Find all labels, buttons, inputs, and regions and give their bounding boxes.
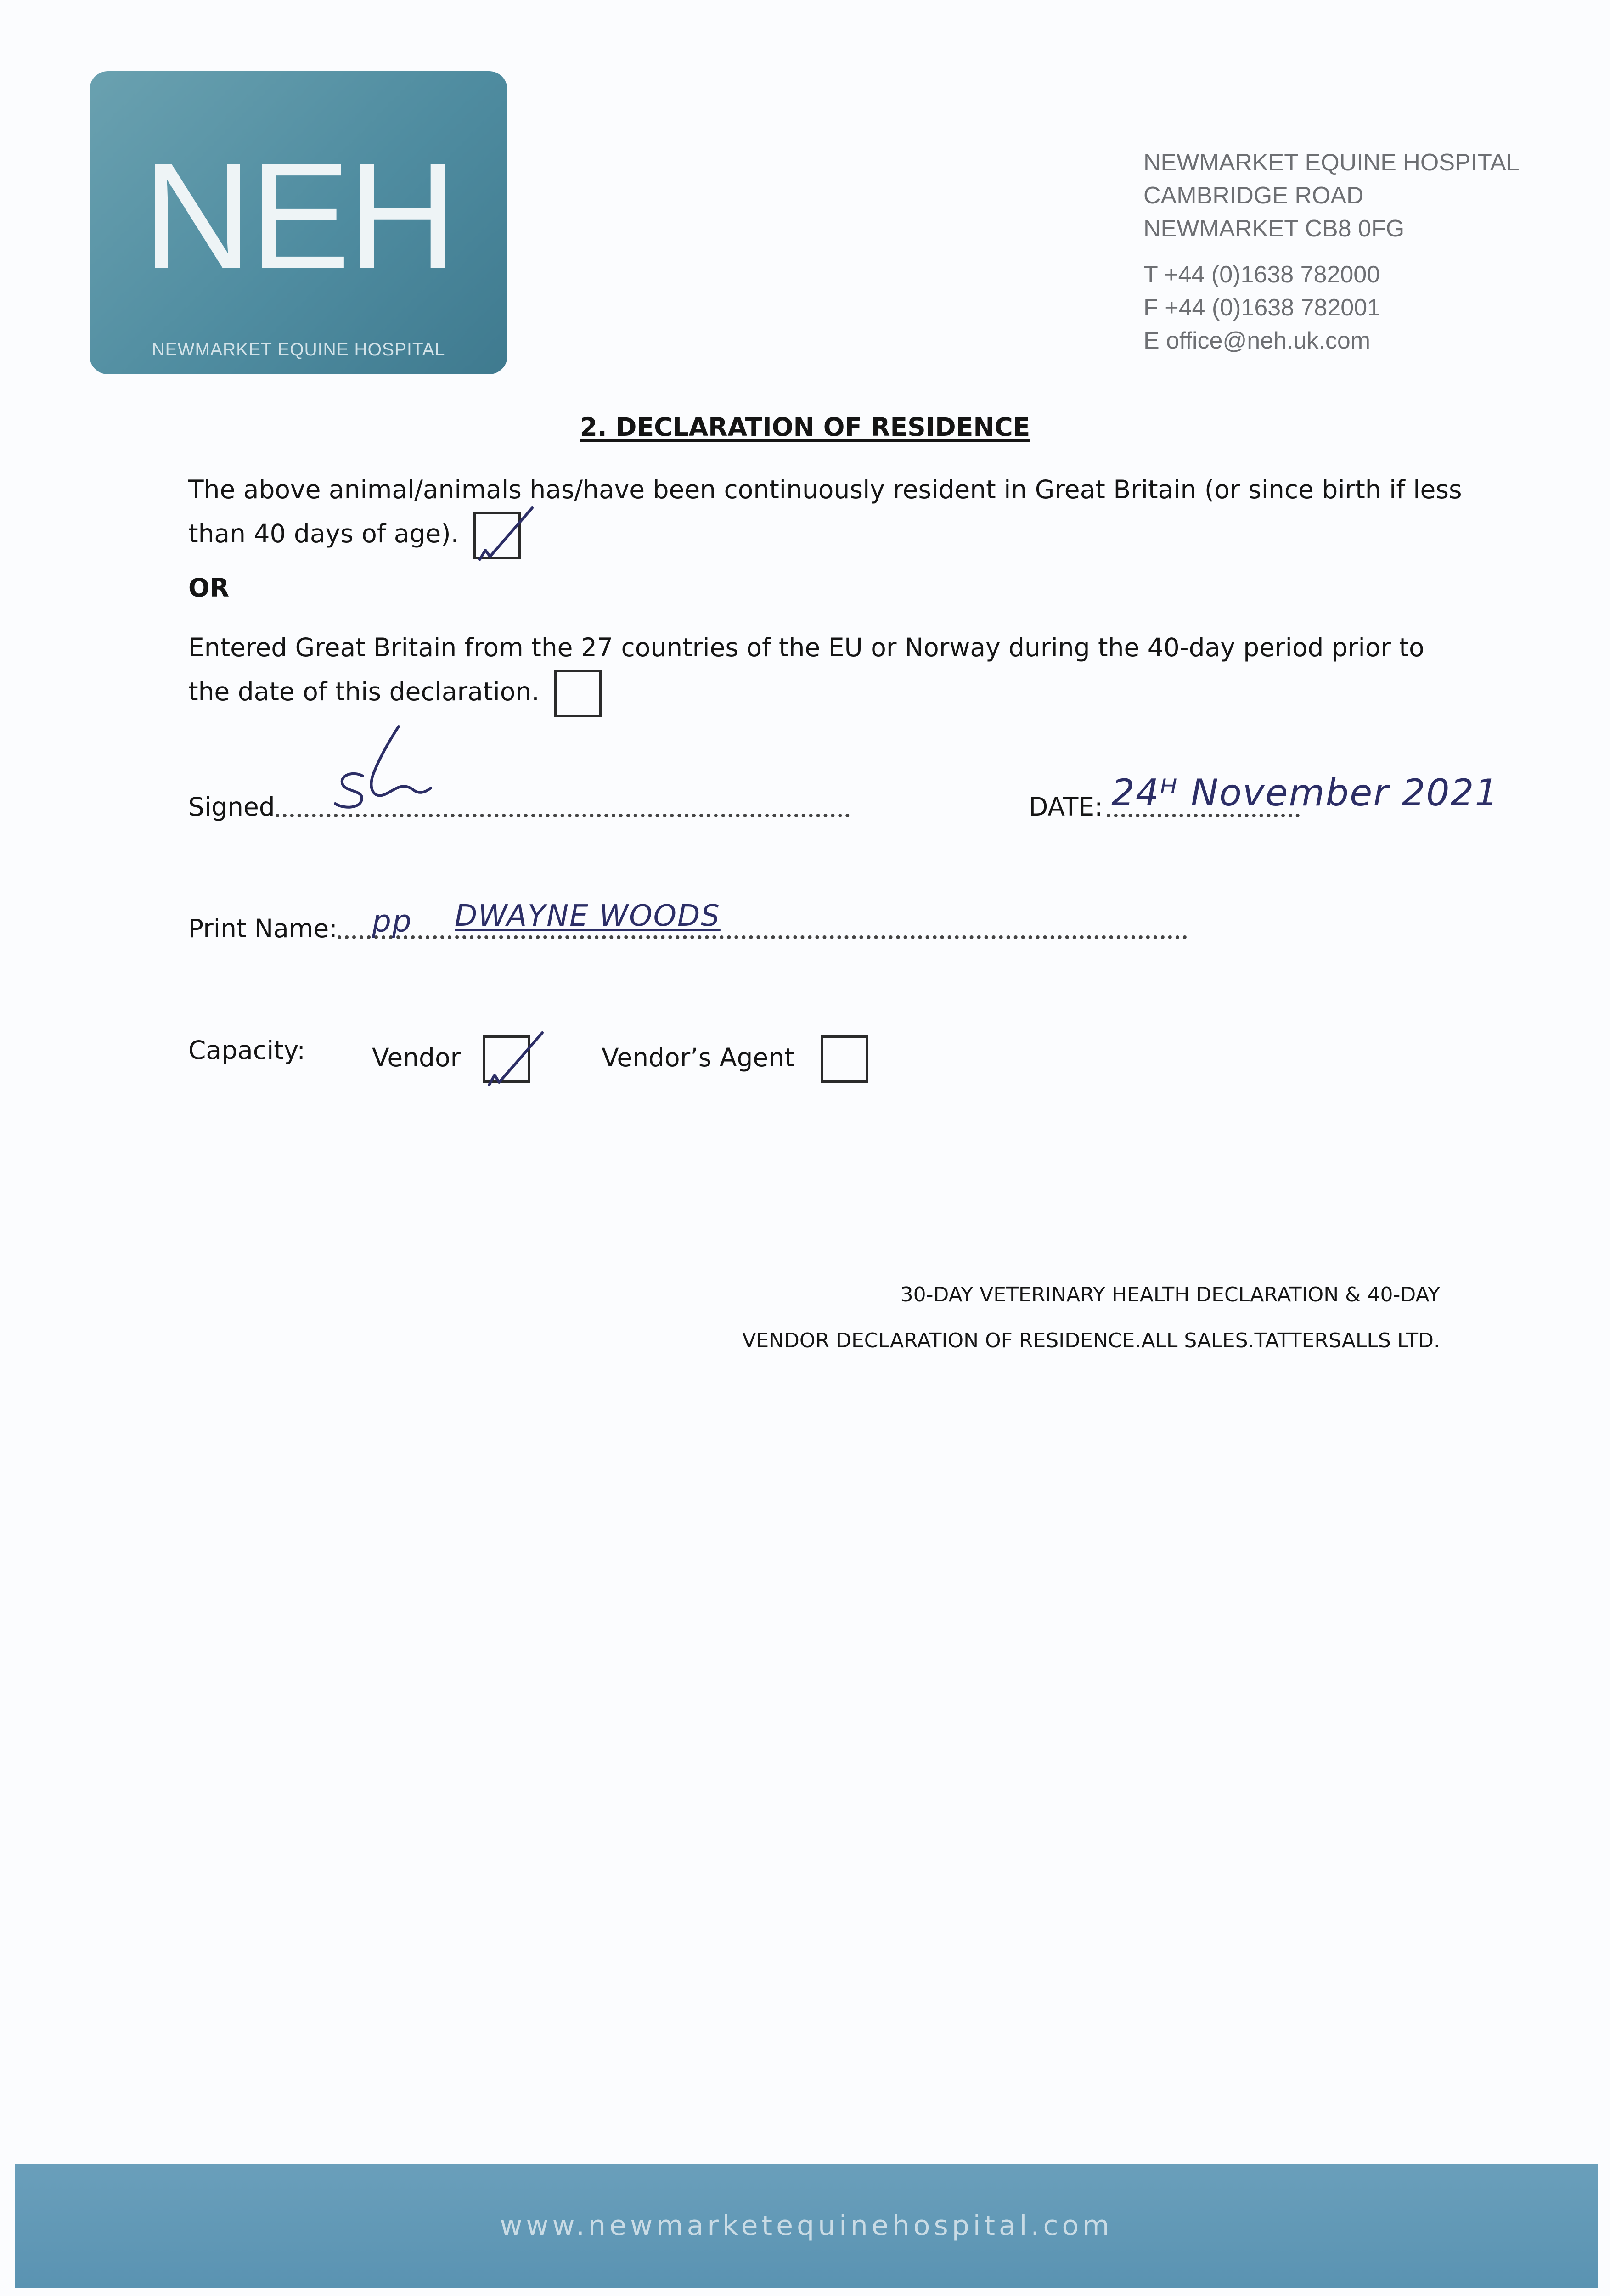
fax-number: F +44 (0)1638 782001 xyxy=(1143,294,1381,321)
vendors-agent-checkbox[interactable] xyxy=(821,1035,868,1083)
date-value: 24ᴴ November 2021 xyxy=(1111,771,1499,814)
check-mark-icon xyxy=(481,1029,545,1093)
form-reference-note xyxy=(742,1272,1440,1364)
neh-logo xyxy=(90,71,507,374)
vendor-option xyxy=(372,1035,530,1083)
footer-banner xyxy=(15,2164,1598,2288)
website-url: www.newmarketequinehospital.com xyxy=(500,2210,1113,2242)
option-1-line-2: than 40 days of age). xyxy=(188,519,459,549)
email-address: E office@neh.uk.com xyxy=(1143,327,1371,354)
print-name-value: DWAYNE WOODS xyxy=(455,899,721,933)
residence-option-1 xyxy=(188,467,1465,559)
print-name-prefix: pp xyxy=(372,904,412,939)
option-2-line-2-wrap xyxy=(188,670,1465,717)
vendors-agent-label: Vendor’s Agent xyxy=(602,1043,794,1073)
print-name-label: Print Name: xyxy=(188,914,338,943)
signature-image xyxy=(321,721,441,817)
address-line-3: NEWMARKET CB8 0FG xyxy=(1143,215,1405,242)
hospital-address xyxy=(1143,146,1520,357)
residence-option-2 xyxy=(188,625,1465,717)
check-mark-icon xyxy=(472,505,536,569)
option-1-checkbox[interactable] xyxy=(473,512,521,559)
phone-number: T +44 (0)1638 782000 xyxy=(1143,261,1380,288)
logo-mark: NEH xyxy=(142,131,455,300)
print-name-line xyxy=(338,935,1187,939)
option-1-line-2-wrap xyxy=(188,512,1465,559)
date-line xyxy=(1107,814,1300,817)
section-heading: 2. DECLARATION OF RESIDENCE xyxy=(580,412,1030,442)
date-label: DATE: xyxy=(1029,792,1103,822)
logo-name: NEWMARKET EQUINE HOSPITAL xyxy=(152,340,445,360)
footnote-line-2: VENDOR DECLARATION OF RESIDENCE.ALL SALES.TATTERSALLS LTD. xyxy=(742,1329,1440,1352)
option-2-checkbox[interactable] xyxy=(554,670,602,717)
option-2-line-2: the date of this declaration. xyxy=(188,677,540,707)
option-2-line-1: Entered Great Britain from the 27 countries of the EU or Norway during the 40-day period prior to xyxy=(188,633,1424,662)
footnote-line-1: 30-DAY VETERINARY HEALTH DECLARATION & 40-DAY xyxy=(900,1283,1440,1306)
address-line-1: NEWMARKET EQUINE HOSPITAL xyxy=(1143,149,1520,176)
or-separator: OR xyxy=(188,573,230,602)
vendor-checkbox[interactable] xyxy=(483,1035,530,1083)
address-line-2: CAMBRIDGE ROAD xyxy=(1143,182,1364,209)
vendors-agent-option xyxy=(602,1035,868,1083)
capacity-label: Capacity: xyxy=(188,1035,305,1065)
signed-label: Signed xyxy=(188,792,275,822)
vendor-label: Vendor xyxy=(372,1043,461,1073)
option-1-line-1: The above animal/animals has/have been continuously resident in Great Britain (or since birth if less xyxy=(188,475,1462,504)
